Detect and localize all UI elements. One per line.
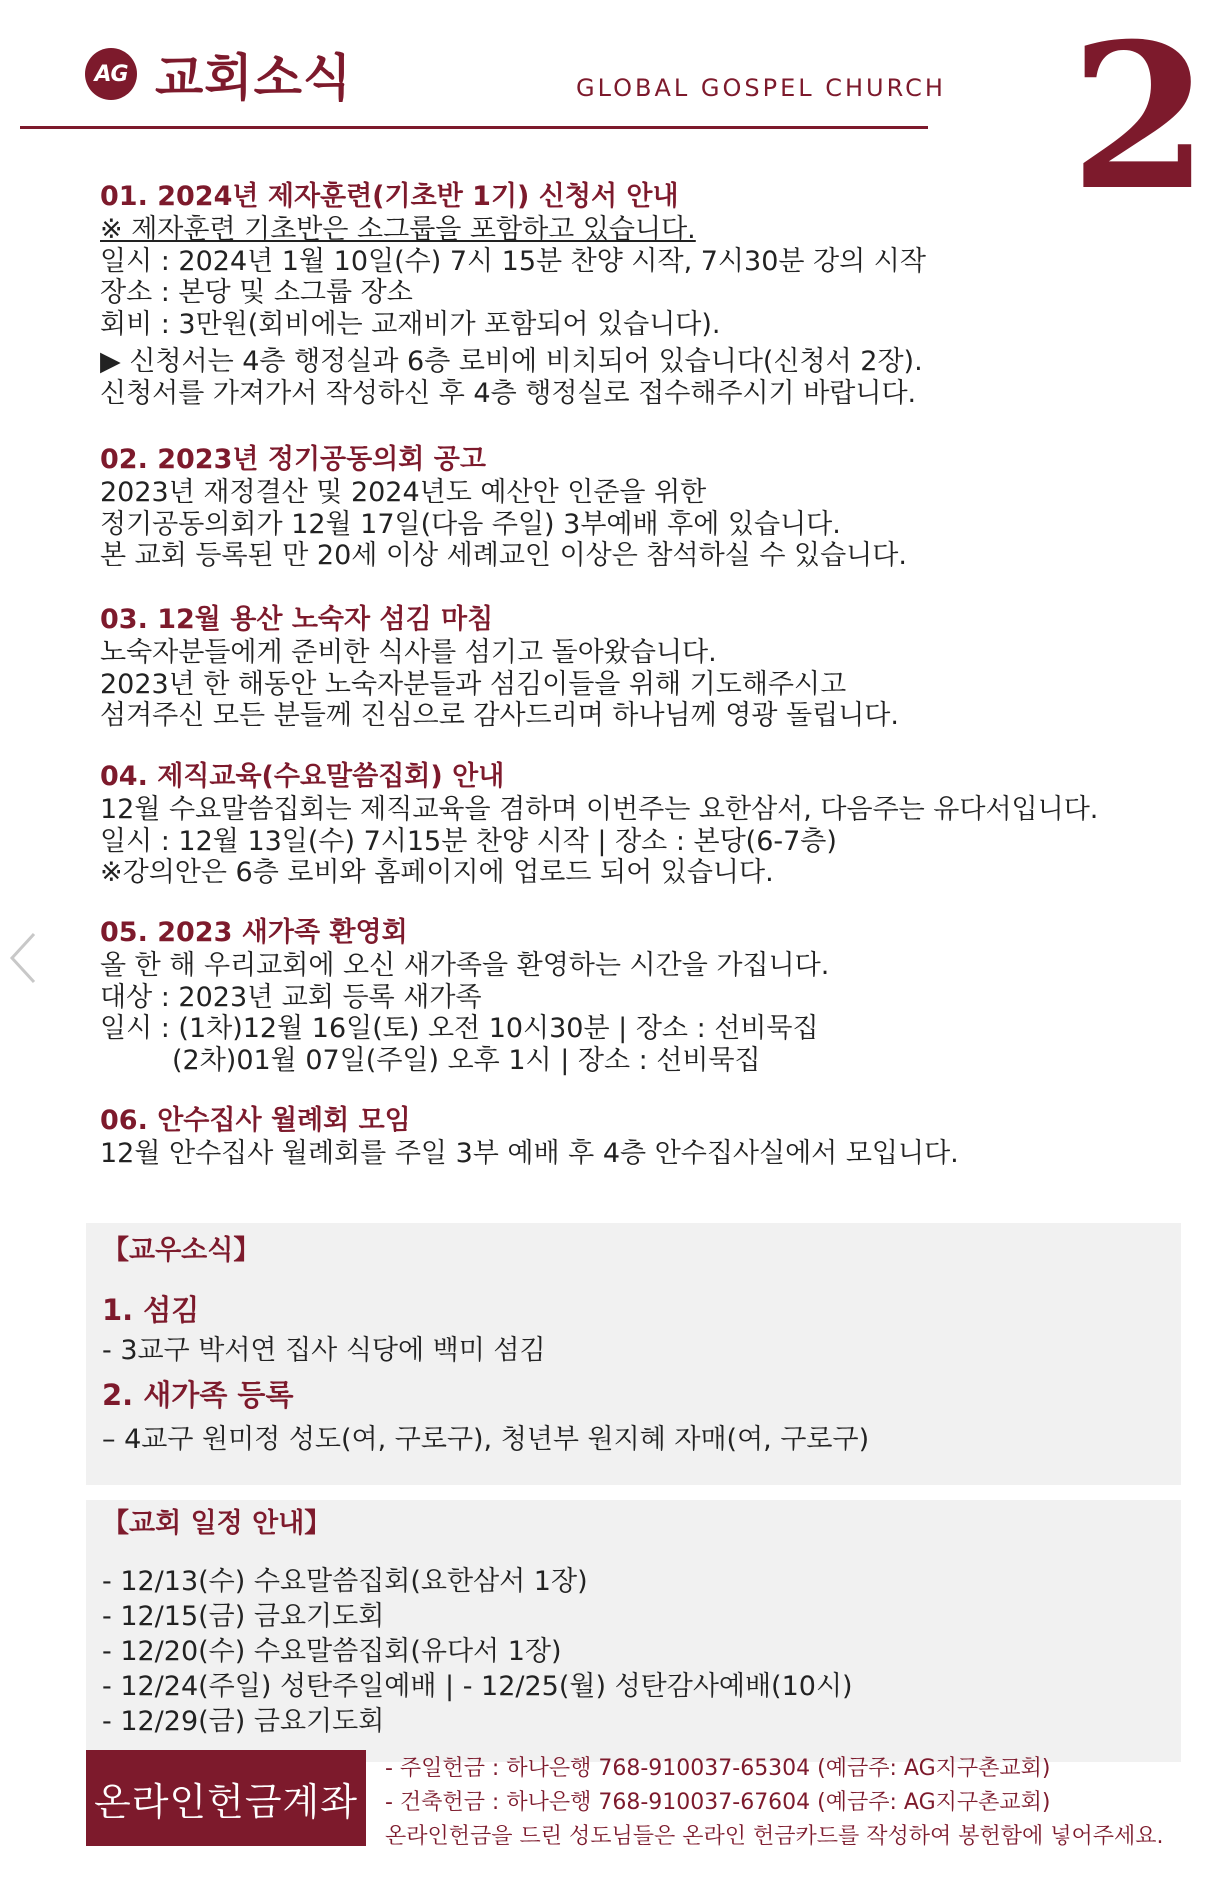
notice-title: 06. 안수집사 월례회 모임 [100,1105,411,1136]
schedule-title: 【교회 일정 안내】 [102,1508,332,1539]
schedule-box [86,1500,1181,1762]
church-name: GLOBAL GOSPEL CHURCH [576,74,946,102]
notice-line: ▶ 신청서는 4층 행정실과 6층 로비에 비치되어 있습니다(신청서 2장). [100,346,923,377]
member-news-box [86,1223,1181,1485]
notice-line: 올 한 해 우리교회에 오신 새가족을 환영하는 시간을 가집니다. [100,950,830,981]
notice-title: 01. 2024년 제자훈련(기초반 1기) 신청서 안내 [100,181,679,212]
member-news-text: – 4교구 원미정 성도(여, 구로구), 청년부 원지혜 자매(여, 구로구) [102,1424,870,1455]
notice-line: 회비 : 3만원(회비에는 교재비가 포함되어 있습니다). [100,308,721,340]
notice-line: 본 교회 등록된 만 20세 이상 세례교인 이상은 참석하실 수 있습니다. [100,540,907,571]
schedule-list [102,1564,1181,1739]
online-offering-label: 온라인헌금계좌 [86,1750,366,1846]
schedule-item: - 12/13(수) 수요말씀집회(요한삼서 1장) [102,1566,588,1597]
church-logo [85,48,137,100]
notice-title: 04. 제직교육(수요말씀집회) 안내 [100,761,505,792]
notice-line: 장소 : 본당 및 소그룹 장소 [100,277,413,308]
chevron-left-icon[interactable] [4,928,44,988]
offering-note: 온라인헌금을 드린 성도님들은 온라인 헌금카드를 작성하여 봉헌함에 넣어주세요. [385,1824,1164,1849]
logo-text: AG [94,61,128,87]
notice-title: 02. 2023년 정기공동의회 공고 [100,444,486,475]
header-divider [20,126,928,129]
notice-line: 정기공동의회가 12월 17일(다음 주일) 3부예배 후에 있습니다. [100,508,841,540]
notice-line: 일시 : 2024년 1월 10일(수) 7시 15분 찬양 시작, 7시30분 강의 시작 [100,245,926,277]
member-news-text: - 3교구 박서연 집사 식당에 백미 섬김 [102,1335,546,1366]
notice-line: 섬겨주신 모든 분들께 진심으로 감사드리며 하나님께 영광 돌립니다. [100,700,899,731]
notice-03 [100,603,1130,732]
notice-line: 신청서를 가져가서 작성하신 후 4층 행정실로 접수해주시기 바랍니다. [100,377,917,409]
offering-account-line: - 건축헌금 : 하나은행 768-910037-67604 (예금주: AG지구촌교회) [385,1790,1051,1815]
notice-04 [100,760,1130,889]
schedule-item: - 12/15(금) 금요기도회 [102,1601,385,1632]
notice-05 [100,916,1130,1076]
notice-line: ※ 제자훈련 기초반은 소그룹을 포함하고 있습니다. [100,214,696,245]
notice-06 [100,1104,1130,1170]
schedule-item: - 12/29(금) 금요기도회 [102,1706,385,1737]
notice-line: 12월 수요말씀집회는 제직교육을 겸하며 이번주는 요한삼서, 다음주는 유다서입니다. [100,794,1099,825]
member-news-heading: 2. 새가족 등록 [102,1378,294,1412]
schedule-item: - 12/24(주일) 성탄주일예배 | - 12/25(월) 성탄감사예배(10시) [102,1671,853,1702]
member-news-heading: 1. 섬김 [102,1293,200,1327]
notice-line: 일시 : 12월 13일(수) 7시15분 찬양 시작 | 장소 : 본당(6-7층) [100,825,837,857]
notice-line: 12월 안수집사 월례회를 주일 3부 예배 후 4층 안수집사실에서 모입니다. [100,1138,959,1169]
page-title: 교회소식 [155,49,353,107]
page-number: 2 [1070,0,1210,235]
notice-line: 노숙자분들에게 준비한 식사를 섬기고 돌아왔습니다. [100,637,717,668]
notice-title: 03. 12월 용산 노숙자 섬김 마침 [100,604,494,635]
member-news-title: 【교우소식】 [102,1235,261,1266]
notice-title: 05. 2023 새가족 환영회 [100,917,408,948]
offering-account-line: - 주일헌금 : 하나은행 768-910037-65304 (예금주: AG지구촌교회) [385,1756,1051,1781]
notice-line: ※강의안은 6층 로비와 홈페이지에 업로드 되어 있습니다. [100,857,774,888]
notice-line: 2023년 한 해동안 노숙자분들과 섬김이들을 위해 기도해주시고 [100,668,847,700]
notice-line: 2023년 재정결산 및 2024년도 예산안 인준을 위한 [100,477,707,508]
notice-02 [100,443,1130,572]
notice-01 [100,180,1130,409]
notice-line: 일시 : (1차)12월 16일(토) 오전 10시30분 | 장소 : 선비묵집 [100,1013,819,1044]
notice-line: 대상 : 2023년 교회 등록 새가족 [100,981,482,1013]
notice-line: (2차)01월 07일(주일) 오후 1시 | 장소 : 선비묵집 [172,1044,761,1076]
offering-accounts [385,1752,1164,1854]
schedule-item: - 12/20(수) 수요말씀집회(유다서 1장) [102,1636,562,1667]
